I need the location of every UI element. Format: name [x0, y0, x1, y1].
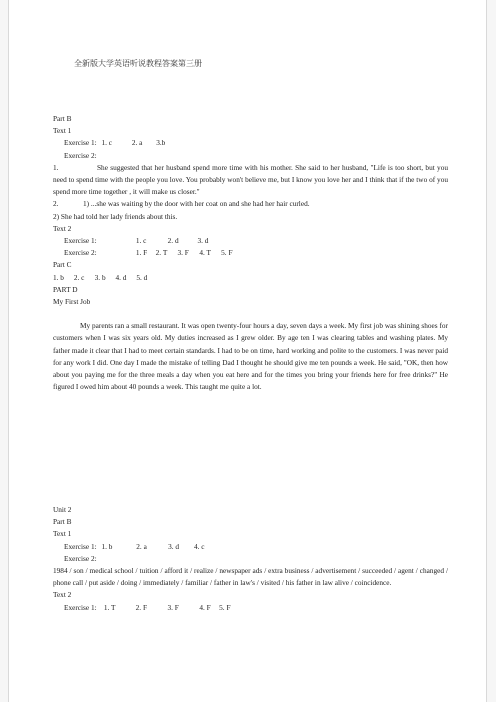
answer: 1. c — [135, 236, 147, 246]
answer: 2. c — [73, 272, 85, 282]
part-b-heading: Part B — [53, 114, 72, 123]
answer: 4. T — [199, 248, 211, 258]
exercise2-item-2b: 2) She had told her lady friends about this. — [53, 211, 178, 221]
text1-heading: Text 1 — [53, 126, 72, 136]
exercise2-text: 1984 / son / medical school / tuition / afford it / realize / newspaper ads / extra business / advertisement / succeeded / agent / changed / phone call / put aside / doing / immediately / familiar / father in law's / visited / his father in law alive / coincidence. — [53, 566, 448, 588]
answer: 4. d — [115, 272, 127, 282]
answer: 1. F — [135, 248, 148, 258]
part-b-heading: Part B — [53, 517, 72, 527]
exercise1-answers — [53, 541, 448, 553]
text2-heading: Text 2 — [53, 590, 72, 600]
unit1-section — [53, 113, 448, 393]
item-text: 1) ...she was waiting by the door with her coat on and she had her hair curled. — [83, 199, 310, 209]
answer: 3. F — [167, 602, 179, 612]
text2-exercise2-answers — [53, 247, 448, 259]
item-text: She suggested that her husband spend more time with his mother. She said to her husband, "Life is too short, but you need to spend time with the people you love. You probably won't believe me, but I know you love her and I think that if the two of you spend more time together , it will make us closer." — [53, 162, 448, 197]
exercise-label: Exercise 2: — [64, 248, 97, 258]
exercise2-label: Exercise 2: — [64, 150, 97, 160]
unit2-section — [53, 504, 448, 614]
text2-heading: Text 2 — [53, 223, 72, 233]
answer: 3.b — [156, 138, 166, 148]
part-c-heading: Part C — [53, 260, 72, 270]
answer: 3. F — [177, 248, 189, 258]
item-number: 2. — [53, 199, 59, 209]
document-title: 全新版大学英语听说教程答案第三册 — [74, 59, 202, 68]
answer: 5. d — [136, 272, 148, 282]
text2-exercise1-answers — [53, 235, 448, 247]
answer: 2. a — [131, 138, 143, 148]
exercise-label: Exercise 1: — [64, 541, 97, 551]
exercise-label: Exercise 1: — [64, 602, 97, 612]
answer: 2. d — [167, 236, 179, 246]
answer: 5. F — [219, 602, 231, 612]
answer: 4. F — [199, 602, 211, 612]
exercise2-item-2 — [53, 198, 448, 210]
answer: 1. T — [103, 602, 116, 612]
answer: 2. F — [135, 602, 148, 612]
exercise2-label: Exercise 2: — [64, 553, 97, 563]
answer: 3. d — [197, 236, 209, 246]
unit-heading: Unit 2 — [53, 505, 72, 514]
text2-exercise1-answers — [53, 602, 448, 614]
exercise-label: Exercise 1: — [64, 236, 97, 246]
answer: 1. b — [53, 272, 64, 282]
exercise2-item-1 — [53, 162, 448, 199]
answer: 1. b — [101, 541, 113, 551]
story-title: My First Job — [53, 297, 91, 307]
answer: 2. T — [155, 248, 168, 258]
part-c-answers — [53, 272, 448, 284]
item-number: 1. — [53, 162, 59, 172]
text1-heading: Text 1 — [53, 529, 72, 539]
exercise-label: Exercise 1: — [64, 138, 97, 148]
answer: 1. c — [101, 138, 112, 148]
exercise1-answers — [53, 137, 448, 149]
answer: 3. d — [168, 541, 180, 551]
answer: 2. a — [136, 541, 147, 551]
answer: 4. c — [193, 541, 205, 551]
answer: 3. b — [94, 272, 106, 282]
part-d-heading: PART D — [53, 284, 78, 294]
story-paragraph: My parents ran a small restaurant. It was open twenty-four hours a day, seven days a week. My first job was shining shoes for customers when I was six years old. My duties increased as I grew older. By age ten I was clearing tables and washing plates. My father made it clear that I had to meet certain standards. I had to be on time, hard working and polite to the customers. I was never paid for any work I did. One day I made the mistake of telling Dad I thought he should give me ten pounds a week. He said, "OK, then how about you paying me for the three meals a day when you eat here and for the times you bring your friends here for free drinks?" He figured I owed him about 40 pounds a week. This taught me quite a lot. — [53, 321, 448, 392]
answer: 5. F — [221, 248, 233, 258]
